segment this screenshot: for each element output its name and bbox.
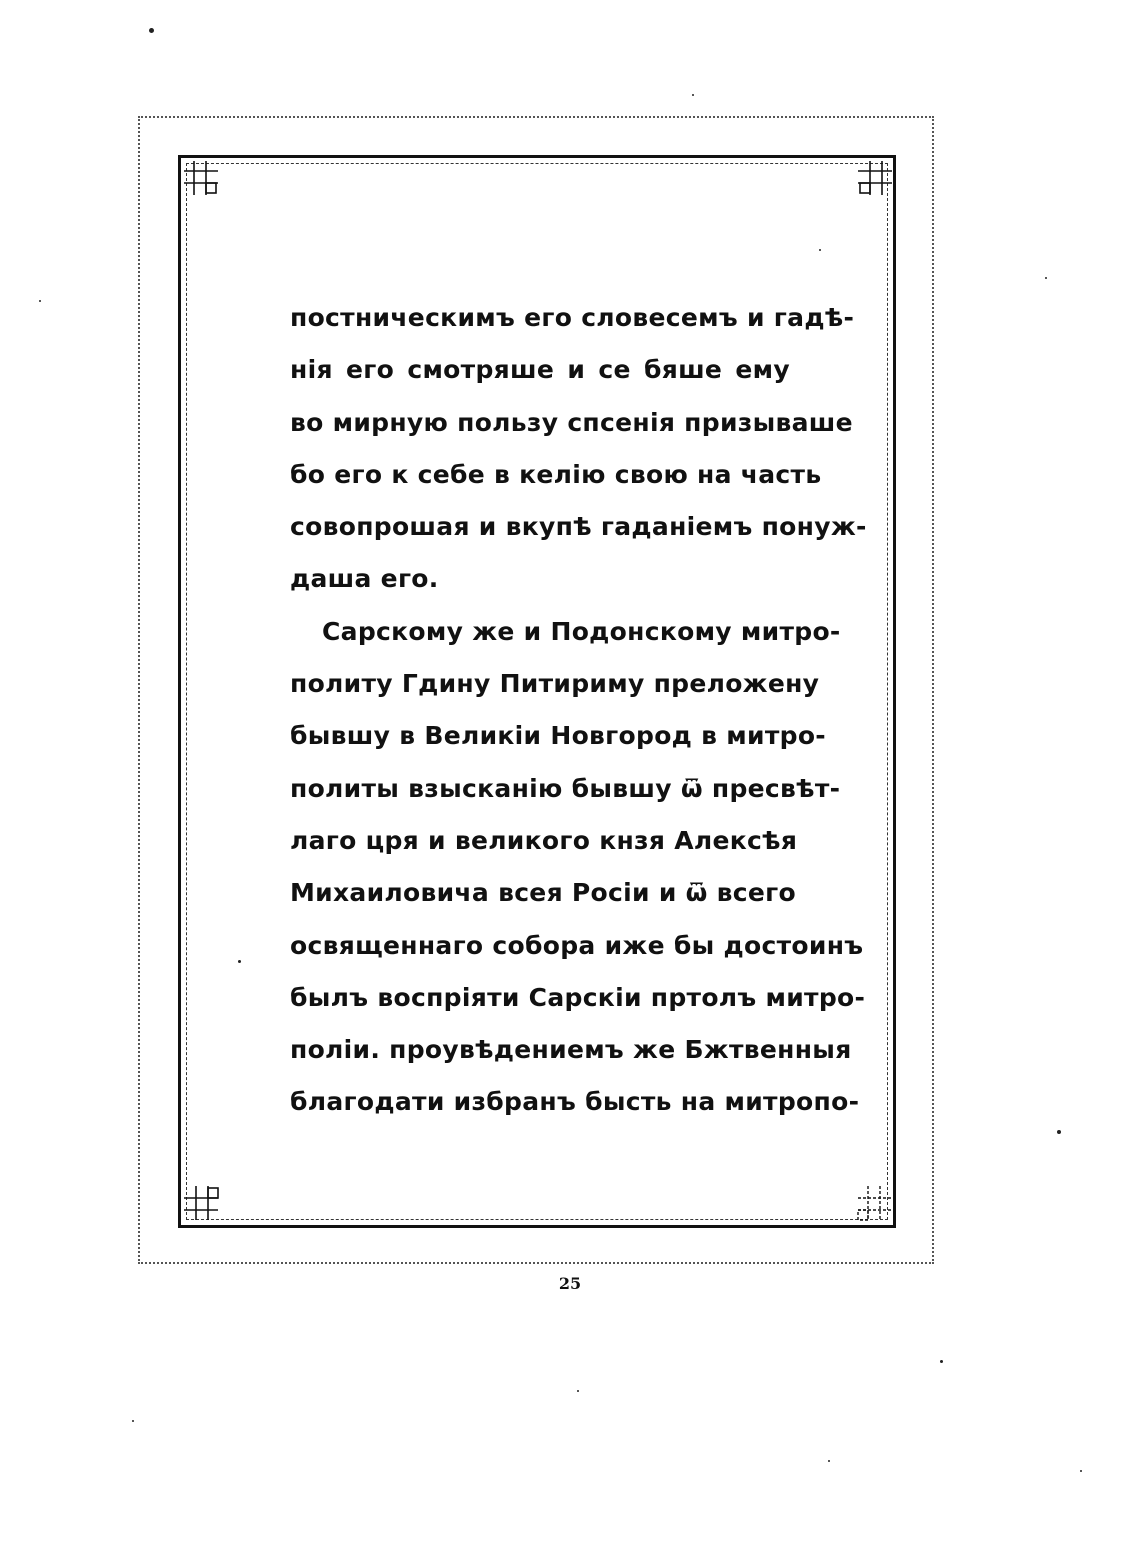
text-line: Михаиловича всея Росіи и ѿ всего [290, 878, 797, 908]
scan-speck [1045, 277, 1047, 279]
scan-speck [132, 1420, 134, 1422]
scan-speck [828, 1460, 830, 1462]
body-text [290, 292, 867, 1129]
page-number: 25 [558, 1274, 582, 1293]
text-line: нія его смотряше и се бяше ему [290, 355, 790, 385]
text-line: освященнаго собора иже бы достоинъ [290, 930, 864, 960]
text-line: политу Гдину Питириму преложену [290, 669, 820, 699]
interlace-knot-icon [856, 159, 894, 197]
scan-speck [39, 300, 41, 302]
interlace-knot-icon [182, 1184, 220, 1222]
text-line: поліи. проувѣдениемъ же Бжтвенныя [290, 1035, 852, 1065]
scan-speck [1057, 1130, 1061, 1134]
text-line: благодати избранъ бысть на митропо- [290, 1087, 860, 1117]
interlace-knot-icon [182, 159, 220, 197]
text-line: даша его. [290, 564, 439, 594]
scan-speck [692, 94, 694, 96]
text-line: совопрошая и вкупѣ гаданіемъ понуж- [290, 512, 867, 542]
scan-speck [940, 1360, 943, 1363]
text-line: лаго цря и великого кнзя Алексѣя [290, 825, 798, 855]
scan-speck [1080, 1470, 1082, 1472]
text-line: во мирную пользу спсенія призываше [290, 407, 853, 437]
text-line: былъ воспріяти Сарскіи пртолъ митро- [290, 982, 866, 1012]
paragraph-start-line: Сарскому же и Подонскому митро- [322, 616, 841, 646]
text-line: бывшу в Великіи Новгород в митро- [290, 721, 826, 751]
scan-speck [577, 1390, 579, 1392]
interlace-knot-icon [856, 1184, 894, 1222]
text-line: политы взысканію бывшу ѿ пресвѣт- [290, 773, 841, 803]
scan-speck [149, 28, 154, 33]
text-line: бо его к себе в келію свою на часть [290, 459, 822, 489]
text-line: постническимъ его словесемъ и гадѣ- [290, 303, 855, 332]
